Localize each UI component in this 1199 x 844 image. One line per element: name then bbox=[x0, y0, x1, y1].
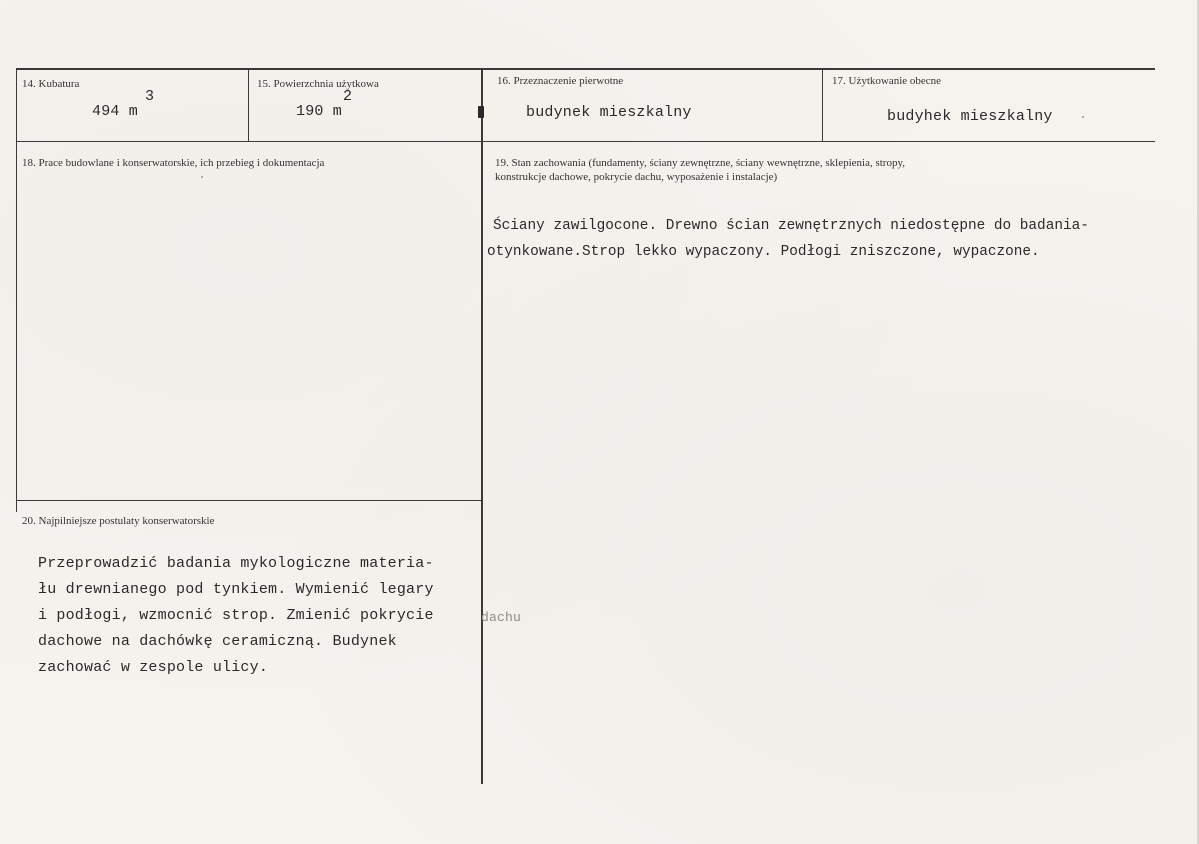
stan-label-line1: 19. Stan zachowania (fundamenty, ściany zewnętrzne, ściany wewnętrzne, sklepienia, stropy, bbox=[495, 157, 906, 169]
left-border-line bbox=[16, 68, 17, 511]
section-18-20-separator bbox=[16, 500, 482, 501]
paper-speck bbox=[1082, 116, 1084, 118]
powierzchnia-exponent: 2 bbox=[343, 88, 353, 105]
postulaty-line-3: i podłogi, wzmocnić strop. Zmienić pokrycie bbox=[38, 607, 434, 624]
struck-word: dachu bbox=[481, 610, 522, 625]
powierzchnia-value: 190 m bbox=[296, 103, 343, 120]
postulaty-line-1: Przeprowadzić badania mykologiczne materia- bbox=[38, 555, 434, 572]
uzytkowanie-label: 17. Użytkowanie obecne bbox=[832, 75, 942, 87]
postulaty-line-4: dachowe na dachówkę ceramiczną. Budynek bbox=[38, 633, 397, 650]
divider-14-15 bbox=[248, 68, 249, 142]
powierzchnia-label: 15. Powierzchnia użytkowa bbox=[257, 78, 379, 90]
ink-mark bbox=[478, 106, 484, 118]
kubatura-exponent: 3 bbox=[145, 88, 155, 105]
paper-speck bbox=[201, 176, 203, 178]
przeznaczenie-label: 16. Przeznaczenie pierwotne bbox=[497, 75, 624, 87]
przeznaczenie-value: budynek mieszkalny bbox=[526, 104, 692, 121]
postulaty-label: 20. Najpilniejsze postulaty konserwatorskie bbox=[22, 515, 215, 527]
uzytkowanie-value: budyhek mieszkalny bbox=[887, 108, 1053, 125]
row-separator-line bbox=[16, 141, 1155, 142]
postulaty-line-2: łu drewnianego pod tynkiem. Wymienić legary bbox=[38, 581, 434, 598]
kubatura-label: 14. Kubatura bbox=[22, 78, 80, 90]
kubatura-value: 494 m bbox=[92, 103, 139, 120]
stan-text-line1: Ściany zawilgocone. Drewno ścian zewnętrznych niedostępne do badania- bbox=[493, 218, 1089, 234]
top-border-line bbox=[16, 68, 1155, 70]
divider-15-16 bbox=[481, 68, 483, 784]
section-20-left-line bbox=[16, 500, 17, 512]
divider-16-17 bbox=[822, 68, 823, 142]
postulaty-line-5: zachować w zespole ulicy. bbox=[38, 659, 269, 676]
stan-label-line2: konstrukcje dachowe, pokrycie dachu, wyposażenie i instalacje) bbox=[495, 171, 778, 183]
prace-label: 18. Prace budowlane i konserwatorskie, ich przebieg i dokumentacja bbox=[22, 157, 325, 169]
stan-text-line2: otynkowane.Strop lekko wypaczony. Podłogi zniszczone, wypaczone. bbox=[487, 244, 1040, 260]
